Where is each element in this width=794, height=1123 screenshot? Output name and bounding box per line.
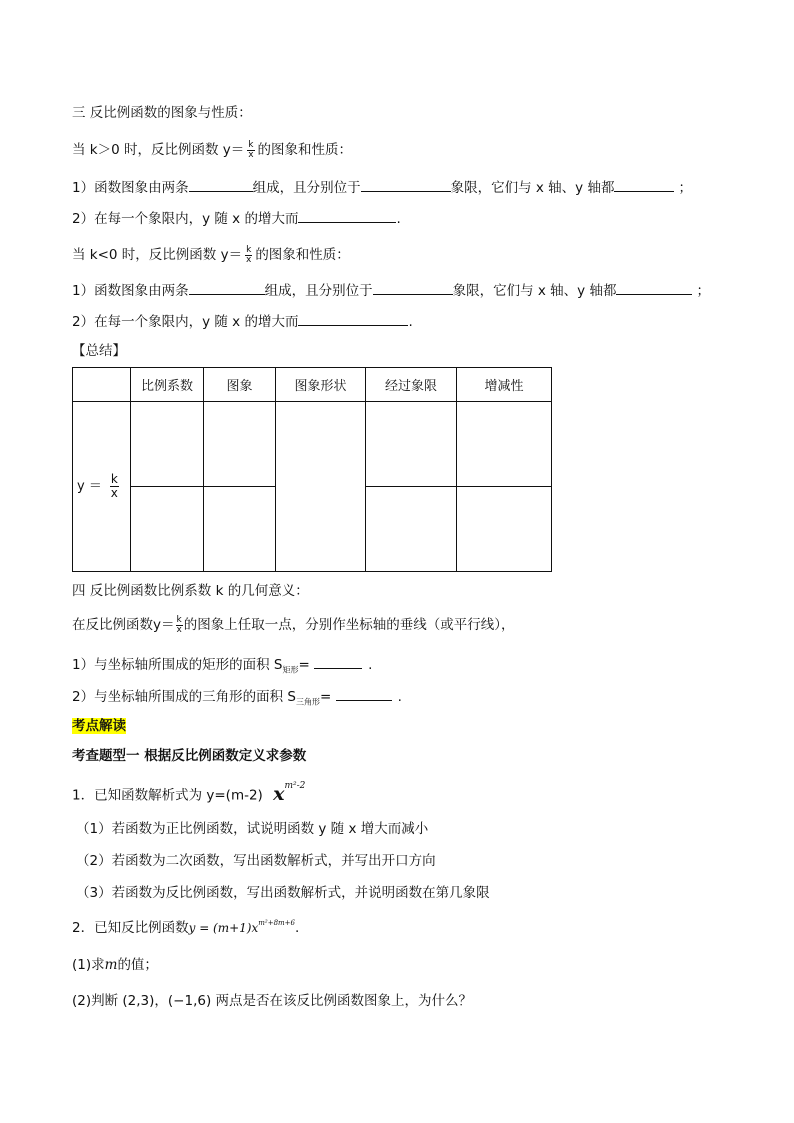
row-label-pre: y ＝ — [77, 479, 102, 494]
frac-num: k — [246, 244, 252, 255]
kaodian-label — [72, 716, 126, 736]
table-cell[interactable] — [204, 487, 276, 572]
text: 的值； — [117, 957, 158, 973]
answer-blank[interactable] — [298, 311, 408, 326]
answer-blank[interactable] — [189, 177, 253, 192]
frac-num: k — [110, 472, 118, 486]
table-cell[interactable] — [366, 487, 457, 572]
text: (1)求 — [72, 957, 105, 973]
answer-blank[interactable] — [336, 686, 392, 701]
text: ； — [678, 180, 692, 196]
answer-blank[interactable] — [614, 177, 674, 192]
text: 在反比例函数y＝ — [72, 617, 175, 633]
frac-num: k — [176, 614, 182, 625]
q1-stem — [72, 782, 305, 806]
table-cell[interactable] — [131, 487, 204, 572]
text: 1）函数图象由两条 — [72, 283, 189, 299]
pos-item1 — [72, 177, 692, 198]
answer-blank[interactable] — [314, 654, 362, 669]
neg-item1 — [72, 280, 710, 301]
text: . — [397, 689, 402, 705]
text: 2）与坐标轴所围成的三角形的面积 S — [72, 689, 296, 705]
table-cell[interactable] — [366, 402, 457, 487]
text: 组成，且分别位于 — [252, 180, 361, 196]
answer-blank[interactable] — [189, 280, 265, 295]
table-row — [73, 402, 552, 487]
row-label-cell — [73, 402, 131, 572]
table-header-row — [73, 368, 552, 402]
fraction-k-over-x — [247, 141, 254, 160]
text: 组成，且分别位于 — [264, 283, 373, 299]
highlight-label: 考点解读 — [72, 718, 126, 734]
table-cell[interactable] — [457, 487, 552, 572]
exponent: m²+8m+6 — [258, 919, 295, 927]
text: = — [298, 657, 315, 673]
text: 2．已知反比例函数 — [72, 920, 189, 936]
section3-title: 三 反比例函数的图象与性质： — [72, 105, 252, 121]
answer-blank[interactable] — [361, 177, 451, 192]
fraction-k-over-x — [110, 473, 119, 500]
answer-blank[interactable] — [616, 280, 692, 295]
subscript: 三角形 — [295, 697, 320, 707]
header-quadrants: 经过象限 — [366, 368, 457, 402]
frac-den: x — [176, 624, 182, 635]
table-cell[interactable] — [131, 402, 204, 487]
text: 1．已知函数解析式为 y=(m-2) — [72, 787, 263, 804]
x-variable: x — [273, 782, 285, 805]
header-monotonicity: 增减性 — [457, 368, 552, 402]
pos-heading-pre: 当 k＞0 时，反比例函数 y＝ — [72, 142, 245, 158]
text: 1）与坐标轴所围成的矩形的面积 S — [72, 657, 283, 673]
type1-title: 考查题型一 根据反比例函数定义求参数 — [72, 748, 307, 764]
text: 2）在每一个象限内，y 随 x 的增大而 — [72, 314, 299, 330]
header-coefficient: 比例系数 — [131, 368, 204, 402]
q2-part1 — [72, 955, 158, 975]
variable: m — [104, 957, 118, 973]
q1-part: （1）若函数为正比例函数，试说明函数 y 随 x 增大而减小 — [76, 821, 429, 837]
pos-heading-post: 的图象和性质： — [257, 142, 352, 158]
neg-heading-post: 的图象和性质： — [255, 247, 350, 263]
pos-item2 — [72, 208, 401, 229]
text: 象限，它们与 x 轴、y 轴都 — [450, 180, 615, 196]
table-cell[interactable] — [276, 402, 366, 572]
formula: y = (m+1)x — [188, 921, 259, 935]
header-shape: 图象形状 — [276, 368, 366, 402]
q1-part: （2）若函数为二次函数，写出函数解析式，并写出开口方向 — [76, 853, 436, 869]
text: 象限，它们与 x 轴、y 轴都 — [452, 283, 617, 299]
summary-table — [72, 367, 552, 572]
text: 1）函数图象由两条 — [72, 180, 189, 196]
table-corner-cell — [73, 368, 131, 402]
neg-item2 — [72, 311, 413, 332]
exponent: m²-2 — [284, 781, 306, 791]
section4-item1 — [72, 654, 372, 681]
subscript: 矩形 — [282, 665, 299, 675]
text: . — [408, 314, 413, 330]
fraction-k-over-x — [245, 246, 252, 265]
pos-heading — [72, 140, 352, 160]
text: . — [295, 920, 300, 936]
section4-intro — [72, 615, 514, 635]
frac-den: x — [248, 149, 254, 160]
text: = — [319, 689, 336, 705]
neg-heading — [72, 245, 350, 265]
table-cell[interactable] — [204, 402, 276, 487]
summary-label: 【总结】 — [72, 343, 126, 359]
frac-den: x — [110, 486, 118, 500]
section4-item2 — [72, 686, 402, 713]
fraction-k-over-x — [176, 616, 183, 635]
text: 2）在每一个象限内，y 随 x 的增大而 — [72, 211, 299, 227]
neg-heading-pre: 当 k<0 时，反比例函数 y＝ — [72, 247, 243, 263]
q2-part2: (2)判断 (2,3)，(−1,6) 两点是否在该反比例函数图象上，为什么？ — [72, 993, 473, 1009]
section4-title: 四 反比例函数比例系数 k 的几何意义： — [72, 583, 309, 599]
text: . — [396, 211, 401, 227]
q1-part: （3）若函数为反比例函数，写出函数解析式，并说明函数在第几象限 — [76, 885, 490, 901]
answer-blank[interactable] — [373, 280, 453, 295]
text: ； — [696, 283, 710, 299]
text: 的图象上任取一点，分别作坐标轴的垂线（或平行线）， — [183, 617, 515, 633]
header-graph: 图象 — [204, 368, 276, 402]
frac-num: k — [248, 139, 254, 150]
frac-den: x — [246, 254, 252, 265]
table-cell[interactable] — [457, 402, 552, 487]
answer-blank[interactable] — [298, 208, 396, 223]
text: . — [368, 657, 373, 673]
q2-stem — [72, 918, 299, 940]
